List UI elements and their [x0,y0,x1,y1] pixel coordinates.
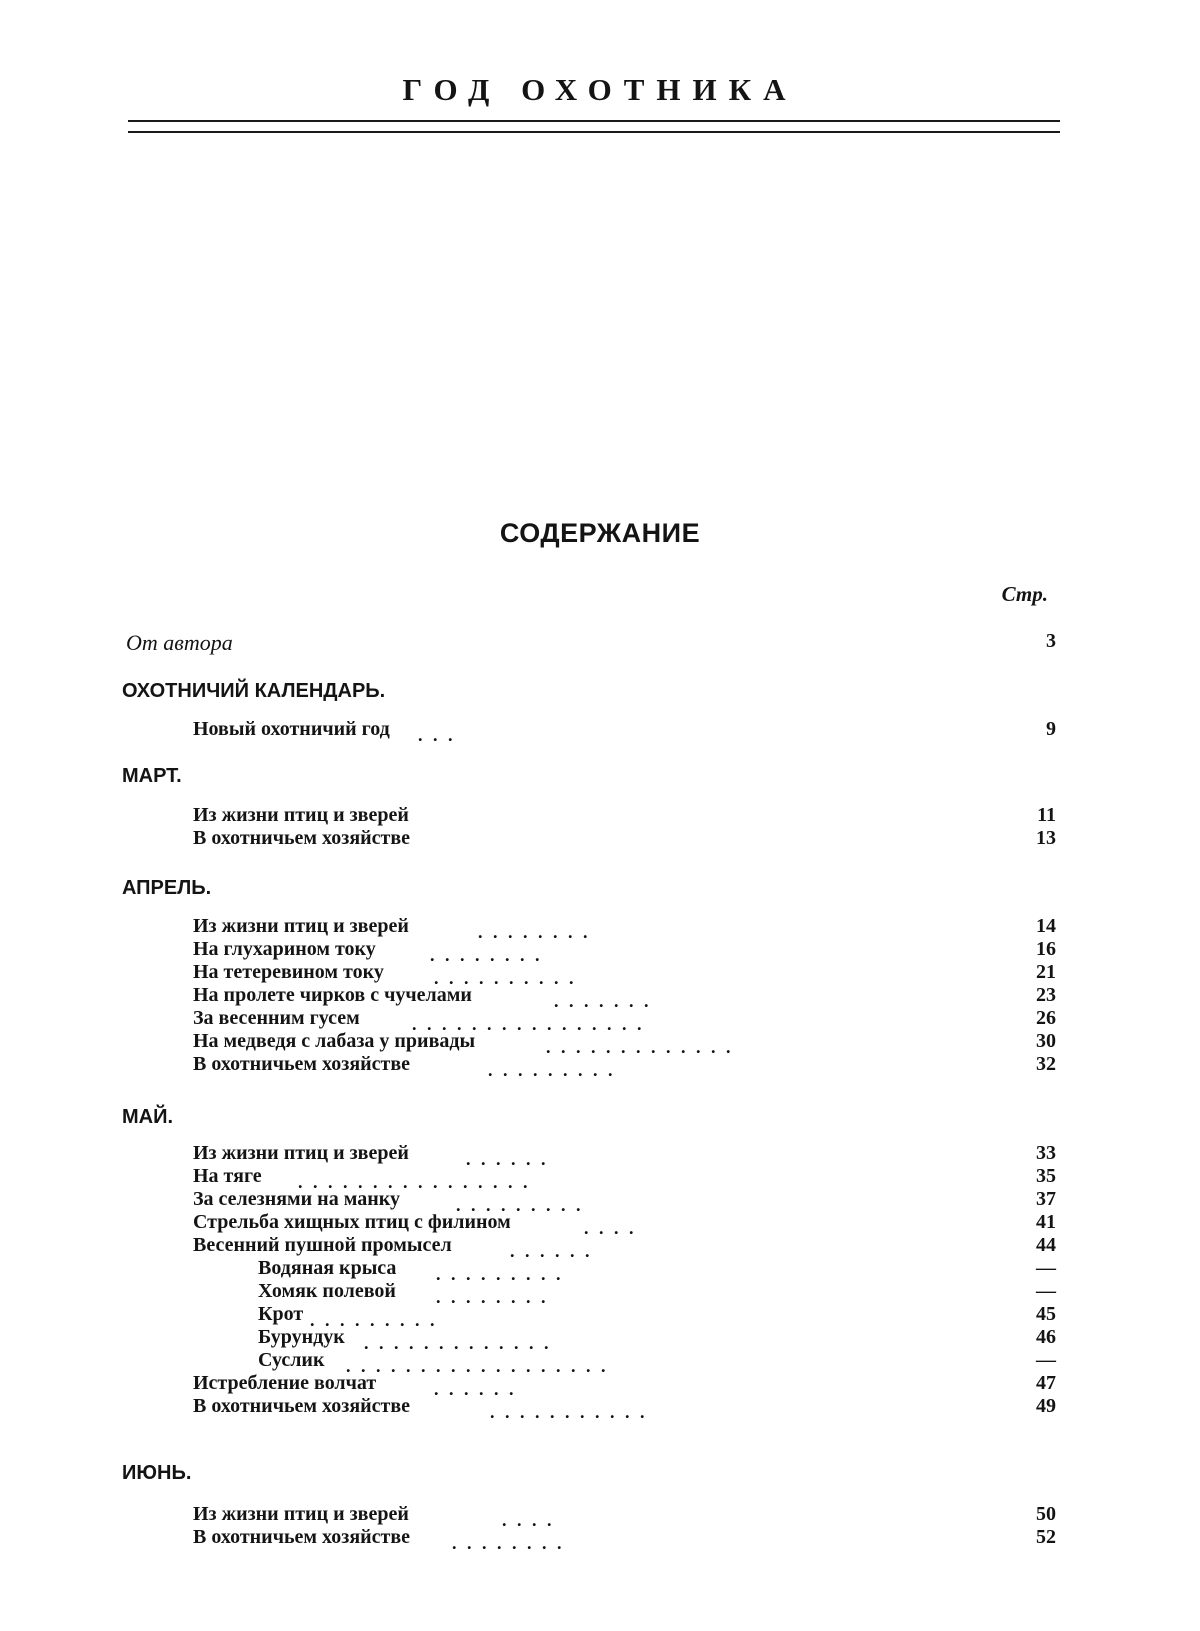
toc-entry-leader: . . . . . . . . . . . . . . . . [298,1172,531,1192]
toc-entry-title: На медведя с лабаза у привады [193,1030,476,1052]
toc-entry[interactable] [0,804,1200,828]
toc-entry[interactable] [0,938,1200,965]
toc-entry-page: 35 [1036,1165,1056,1187]
section-heading-june: ИЮНЬ. [122,1462,192,1484]
page-column-label: Стр. [1001,582,1048,606]
toc-entry-page: 32 [1036,1053,1056,1075]
toc-subentry[interactable] [0,1257,1200,1284]
toc-entry-leader: . . . [418,725,456,745]
toc-entry-page: 41 [1036,1211,1056,1233]
section-heading-april: АПРЕЛЬ. [122,877,212,899]
toc-entry-leader: . . . . . . . . [436,1287,549,1307]
running-head: ГОД ОХОТНИКА [402,72,798,107]
toc-entry-page: 45 [1036,1303,1056,1325]
toc-entry-page: 49 [1036,1395,1056,1417]
toc-entry-page: 9 [1046,718,1056,740]
toc-entry-page: 33 [1036,1142,1056,1164]
toc-entry-title: Из жизни птиц и зверей [193,1142,409,1164]
toc-entry[interactable] [0,1188,1200,1215]
toc-entry-leader: . . . . . . . . . [436,1264,564,1284]
toc-entry-leader: . . . . . . [510,1241,593,1261]
toc-entry[interactable] [0,1503,1200,1530]
toc-entry-title: Водяная крыса [258,1257,397,1279]
toc-entry-title: Бурундук [258,1326,345,1348]
toc-entry-title: На тяге [193,1165,262,1187]
toc-entry-preface[interactable] [0,630,1200,654]
toc-entry-title: Хомяк полевой [258,1280,396,1302]
toc-entry-page: 13 [1036,827,1056,849]
toc-entry-page: 11 [1037,804,1056,826]
toc-entry-page: 30 [1036,1030,1056,1052]
toc-entry-title: На пролете чирков с чучелами [193,984,472,1006]
toc-entry-page: 46 [1036,1326,1056,1348]
toc-entry-title: За селезнями на манку [193,1188,400,1210]
toc-entry-title: Из жизни птиц и зверей [193,915,409,937]
toc-entry-title: Стрельба хищных птиц с филином [193,1211,511,1233]
toc-entry-leader: . . . . . . . . . . . . . . . . [412,1014,645,1034]
toc-entry-page: 21 [1036,961,1056,983]
toc-entry-title: Весенний пушной промысел [193,1234,452,1256]
toc-entry-leader: . . . . . . . . . . . . . [546,1037,734,1057]
toc-entry-title: В охотничьем хозяйстве [193,1526,411,1548]
toc-entry-leader: . . . . . . . . [430,945,543,965]
toc-entry[interactable] [0,1142,1200,1169]
toc-entry-page: — [1036,1349,1056,1371]
toc-entry-title: На глухарином току [193,938,376,960]
toc-entry-page: 3 [1046,630,1056,652]
toc-entry-page: 23 [1036,984,1056,1006]
toc-entry-leader: . . . . . . . . . . . . . . . . . . [346,1356,609,1376]
toc-entry-leader: . . . . . . . . . . [434,968,577,988]
toc-entry-page: 37 [1036,1188,1056,1210]
toc-entry-page: 14 [1036,915,1056,937]
toc-entry[interactable] [0,1234,1200,1261]
section-heading-march: МАРТ. [122,765,182,787]
toc-entry[interactable] [0,827,1200,851]
contents-title: СОДЕРЖАНИЕ [499,518,701,548]
toc-entry-title: Истребление волчат [193,1372,377,1394]
toc-entry-leader: . . . . . . . . . [310,1310,438,1330]
toc-entry[interactable] [0,915,1200,942]
toc-entry[interactable] [0,961,1200,988]
section-heading-may: МАЙ. [122,1106,174,1128]
toc-entry[interactable] [0,984,1200,1011]
toc-entry[interactable] [0,1007,1200,1034]
toc-entry[interactable] [0,1030,1200,1057]
toc-entry-title: В охотничьем хозяйстве [193,1395,411,1417]
toc-entry[interactable] [0,1211,1200,1238]
toc-entry-leader: . . . . . . . . . [488,1060,616,1080]
toc-entry-title: В охотничьем хозяйстве [193,1053,411,1075]
toc-entry[interactable] [0,1165,1200,1192]
toc-entry[interactable] [0,718,1200,745]
toc-subentry[interactable] [0,1326,1200,1353]
toc-entry-title: Из жизни птиц и зверей [193,1503,409,1525]
toc-entry-title: Из жизни птиц и зверей [193,804,409,826]
toc-entry-leader: . . . . . . . . [452,1533,565,1553]
toc-entry-page: 44 [1036,1234,1056,1256]
header-rule-bottom [128,131,1060,133]
toc-entry-leader: . . . . . . [434,1379,517,1399]
toc-entry-leader: . . . . . . . . . . . . . [364,1333,552,1353]
toc-entry[interactable] [0,1395,1200,1422]
toc-entry-title: Новый охотничий год [193,718,390,740]
toc-entry-leader: . . . . [502,1510,555,1530]
toc-entry-page: — [1036,1257,1056,1279]
toc-entry[interactable] [0,1372,1200,1399]
toc-entry-page: 47 [1036,1372,1056,1394]
section-heading-calendar: ОХОТНИЧИЙ КАЛЕНДАРЬ. [122,680,386,702]
toc-entry[interactable] [0,1526,1200,1553]
toc-subentry[interactable] [0,1349,1200,1376]
toc-entry-title: За весенним гусем [193,1007,360,1029]
toc-entry-title: На тетеревином току [193,961,384,983]
toc-entry[interactable] [0,1053,1200,1080]
toc-entry-page: 52 [1036,1526,1056,1548]
toc-entry-title: От автора [126,630,233,655]
toc-entry-leader: . . . . . . . . . . . [490,1402,648,1422]
toc-entry-leader: . . . . . . [466,1149,549,1169]
toc-entry-leader: . . . . [584,1218,637,1238]
toc-entry-page: 26 [1036,1007,1056,1029]
toc-entry-title: Суслик [258,1349,325,1371]
toc-entry-title: Крот [258,1303,304,1325]
header-rule-top [128,120,1060,122]
toc-entry-leader: . . . . . . . [554,991,652,1011]
toc-entry-page: — [1036,1280,1056,1302]
toc-entry-page: 50 [1036,1503,1056,1525]
toc-subentry[interactable] [0,1280,1200,1307]
toc-entry-page: 16 [1036,938,1056,960]
toc-subentry[interactable] [0,1303,1200,1330]
toc-entry-leader: . . . . . . . . . [456,1195,584,1215]
toc-entry-leader: . . . . . . . . [478,922,591,942]
toc-entry-title: В охотничьем хозяйстве [193,827,411,849]
